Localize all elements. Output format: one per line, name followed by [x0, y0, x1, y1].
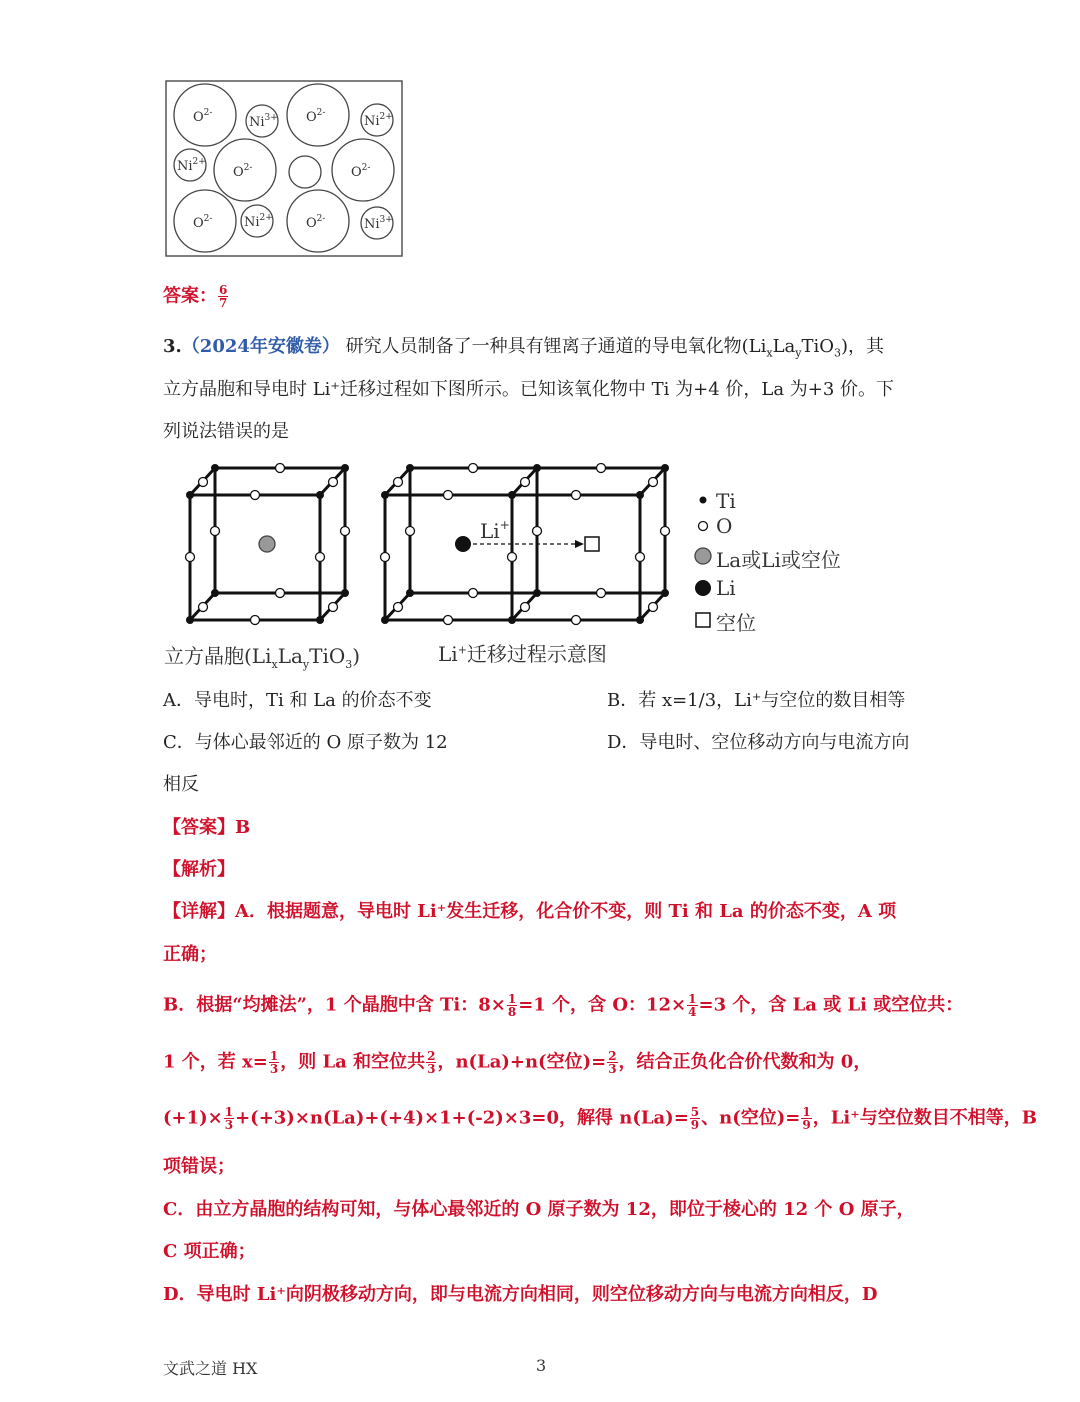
- analysis-tag: 【解析】: [163, 859, 235, 880]
- legend-o-icon: [699, 522, 708, 531]
- li-ion-atom: [455, 536, 471, 552]
- svg-text:Ni2+: $Ni^{2+}$: [244, 213, 273, 230]
- li-plus-label: Li+: [480, 518, 510, 543]
- detail-d-line1: D．导电时 Li⁺向阴极移动方向，即与电流方向相同，则空位移动方向与电流方向相反，D: [163, 1284, 878, 1305]
- svg-text:O2-: $O^{2-}$: [306, 214, 326, 231]
- svg-text:Ni2+: $Ni^{2+}$: [177, 157, 206, 174]
- legend-li: Li: [716, 576, 736, 600]
- q3-stem-line2: 立方晶胞和导电时 Li⁺迁移过程如下图所示。已知该氧化物中 Ti 为+4 价，La 为+3 价。下: [163, 379, 895, 400]
- legend-ti: Ti: [716, 489, 736, 513]
- legend-vacancy-icon: [696, 613, 710, 627]
- legend-vacancy: 空位: [716, 611, 756, 635]
- nio-lattice-figure: [165, 80, 403, 258]
- answer-tag: 【答案】: [163, 817, 235, 838]
- answer-1: [163, 284, 229, 309]
- svg-text:O2-: $O^{2-}$: [233, 163, 253, 180]
- svg-text:O2-: $O^{2-}$: [193, 108, 213, 125]
- answer-line: [163, 817, 250, 839]
- svg-text:Ni3+: $Ni^{3+}$: [249, 113, 278, 130]
- migration-arrowhead: [575, 540, 584, 548]
- detail-a-line1: 【详解】A．根据题意，导电时 Li⁺发生迁移，化合价不变，则 Ti 和 La 的价态不变，A 项: [163, 901, 897, 922]
- detail-a-line2: 正确；: [163, 944, 217, 965]
- svg-text:O2-: $O^{2-}$: [351, 163, 371, 180]
- legend-la: La或Li或空位: [716, 548, 841, 572]
- option-c[interactable]: C．与体心最邻近的 O 原子数为 12: [163, 732, 448, 753]
- detail-c-line2: C 项正确；: [163, 1241, 256, 1262]
- option-a[interactable]: A．导电时，Ti 和 La 的价态不变: [163, 690, 432, 711]
- body-center-la-atom: [259, 536, 275, 552]
- svg-text:Ni2+: $Ni^{2+}$: [364, 112, 393, 129]
- vacancy-square: [585, 537, 599, 551]
- answer-fraction: $\frac{6}{7}$: [219, 283, 228, 310]
- page-number: 3: [536, 1356, 547, 1375]
- option-d-continued: 相反: [163, 774, 199, 795]
- caption-cubic-cell: 立方晶胞$(Li_xLa_yTiO_3)$: [164, 644, 361, 671]
- q3-source: （2024年安徽卷）: [181, 336, 340, 357]
- detail-b-line2: 1 个，若 x= $\frac{1}{3}$ ，则 La 和空位共 $\frac{2}{3}$ ，n(La)+n(空位)= $\frac{2}{3}$ ，结合正负化合价代数和为 0，: [163, 1049, 872, 1076]
- q3-stem-line3: 列说法错误的是: [163, 421, 289, 442]
- detail-b-line4: 项错误；: [163, 1156, 235, 1177]
- q3-stem-line1: 3.（2024年安徽卷） 研究人员制备了一种具有锂离子通道的导电氧化物$(Li_xLa_yTiO_3)$，其: [163, 336, 885, 360]
- svg-text:Ni3+: $Ni^{3+}$: [364, 215, 393, 232]
- vacancy-circle: [289, 156, 321, 188]
- cubic-cell-figure: [170, 455, 680, 635]
- footer-left: 文武之道 HX: [163, 1359, 258, 1378]
- svg-text:O2-: $O^{2-}$: [306, 108, 326, 125]
- svg-text:O2-: $O^{2-}$: [193, 214, 213, 231]
- legend-la-icon: [695, 548, 711, 564]
- q3-number: 3.: [163, 336, 182, 357]
- answer-label: 答案：: [163, 285, 217, 307]
- legend-li-icon: [695, 580, 711, 596]
- detail-c-line1: C．由立方晶胞的结构可知，与体心最邻近的 O 原子数为 12，即位于棱心的 12 个 O 原子，: [163, 1199, 915, 1220]
- caption-migration: Li+迁移过程示意图: [438, 642, 607, 666]
- option-d[interactable]: D．导电时、空位移动方向与电流方向: [607, 732, 910, 753]
- option-b[interactable]: B．若 x=1/3，Li⁺与空位的数目相等: [607, 690, 906, 711]
- legend-ti-icon: [700, 497, 707, 504]
- detail-tag: 【详解】: [163, 901, 235, 922]
- answer-value: B: [235, 817, 251, 838]
- legend-o: O: [716, 514, 733, 538]
- detail-b-line1: B．根据“均摊法”，1 个晶胞中含 Ti：8× $\frac{1}{8}$ =1 个，含 O：12× $\frac{1}{4}$ =3 个，含 La 或 Li 或空位共：: [163, 992, 964, 1019]
- detail-b-line3: (+1)× $\frac{1}{3}$ +(+3)×n(La)+(+4)×1+(-2)×3=0，解得 n(La)= $\frac{5}{9}$ 、n(空位)= $\frac{1}{9}$ ，Li⁺与空位数目不相等，B: [163, 1105, 1037, 1132]
- q3-stem-a: 研究人员制备了一种具有锂离子通道的导电氧化物(Li: [345, 336, 767, 357]
